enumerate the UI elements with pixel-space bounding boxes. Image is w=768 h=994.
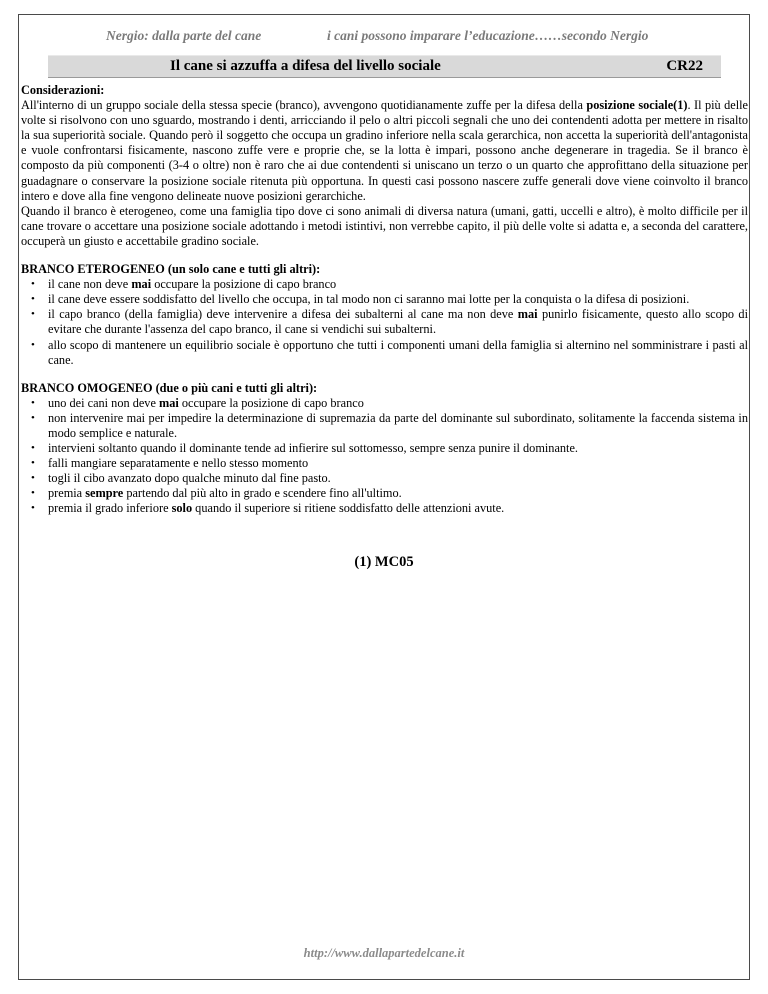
branco-omogeneo-list xyxy=(21,396,748,517)
bullet-icon: • xyxy=(31,457,35,470)
list-item: • allo scopo di mantenere un equilibrio sociale è opportuno che tutti i componenti umani della famiglia si alternino nel somministrare i pasti al cane. xyxy=(31,337,748,367)
considerazioni-paragraph-2: Quando il branco è eterogeneo, come una famiglia tipo dove ci sono animali di diversa natura (umani, gatti, uccelli e altro), è molto difficile per il cane trovare o accettare una posizione sociale adottando i metodi istintivi, non verrebbe capito, il più delle volte si adatta e, a seconda del carattere, occuperà un giusto e accettabile gradino sociale. xyxy=(21,203,748,248)
list-item: • il capo branco (della famiglia) deve intervenire a difesa dei subalterni al cane ma non deve mai punirlo fisicamente, questo allo scopo di evitare che durante l'assenza del capo branco, il cane si vendichi sui subalterni. xyxy=(31,307,748,337)
page-title: Il cane si azzuffa a difesa del livello sociale xyxy=(170,58,441,74)
document-code: CR22 xyxy=(666,58,703,74)
text-run: . Il più delle volte si risolvono con uno sguardo, mostrando i denti, arricciando il pelo o altri piccoli segnali che uno dei contendenti adotta per mettere in risalto la sua superiorità sociale. Quando però il soggetto che occupa un gradino inferiore nella scala gerarchica, non accetta la superiorità dell'antagonista e vuole confrontarsi fisicamente, nascono zuffe vere e proprie che, se la lotta è impari, possono anche degenerare in tragedia. Se il branco è composto da più componenti (3-4 o oltre) non è raro che ai due contendenti si uniscano un terzo o un quarto che approfittano della situazione per guadagnare o conservare la posizione sociale ritenuta più opportuna. In questi casi possono nascere zuffe generali dove viene coinvolto il branco intero e dove alla fine vengono delineate nuove posizioni gerarchiche. xyxy=(21,98,749,203)
list-item: • premia sempre partendo dal più alto in grado e scendere fino all'ultimo. xyxy=(31,486,402,501)
footer-url[interactable]: http://www.dallapartedelcane.it xyxy=(303,946,465,960)
title-bar xyxy=(48,55,721,78)
bullet-icon: • xyxy=(31,396,35,409)
bullet-icon: • xyxy=(31,472,35,485)
footnote-reference: (1) MC05 xyxy=(354,554,414,570)
running-header xyxy=(0,28,768,50)
header-left-text: Nergio: dalla parte del cane xyxy=(106,28,262,43)
bullet-icon: • xyxy=(31,487,35,500)
branco-omogeneo-heading: BRANCO OMOGENEO (due o più cani e tutti gli altri): xyxy=(21,380,318,395)
considerazioni-paragraph-1 xyxy=(21,98,748,204)
bold-text-run: posizione sociale(1) xyxy=(586,98,688,113)
bullet-icon: • xyxy=(31,411,35,424)
list-item: • il cane non deve mai occupare la posizione di capo branco xyxy=(31,277,337,292)
list-item: • falli mangiare separatamente e nello stesso momento xyxy=(31,456,309,471)
list-item: • non intervenire mai per impedire la determinazione di supremazia da parte del dominante sul subordinato, solitamente la faccenda sistema in modo semplice e naturale. xyxy=(31,410,748,440)
branco-eterogeneo-list xyxy=(21,277,748,368)
bullet-icon: • xyxy=(31,293,35,306)
list-item: • il cane deve essere soddisfatto del livello che occupa, in tal modo non ci saranno mai lotte per la conquista o la difesa di posizioni. xyxy=(31,292,690,307)
bullet-icon: • xyxy=(31,442,35,455)
bullet-icon: • xyxy=(31,308,35,321)
list-item: • intervieni soltanto quando il dominante tende ad infierire sul sottomesso, sempre senza punire il dominante. xyxy=(31,441,579,456)
header-right-text: i cani possono imparare l’educazione……secondo Nergio xyxy=(327,28,649,43)
bullet-icon: • xyxy=(31,502,35,515)
document-body xyxy=(21,83,748,517)
considerazioni-heading: Considerazioni: xyxy=(21,83,105,97)
bullet-icon: • xyxy=(31,338,35,351)
list-item: • togli il cibo avanzato dopo qualche minuto dal fine pasto. xyxy=(31,471,331,486)
list-item: • premia il grado inferiore solo quando il superiore si ritiene soddisfatto delle attenzioni avute. xyxy=(31,501,505,516)
bullet-icon: • xyxy=(31,278,35,291)
branco-eterogeneo-heading: BRANCO ETEROGENEO (un solo cane e tutti gli altri): xyxy=(21,262,321,277)
list-item: • uno dei cani non deve mai occupare la posizione di capo branco xyxy=(31,395,364,410)
text-run: All'interno di un gruppo sociale della stessa specie (branco), avvengono quotidianamente zuffe per la difesa della xyxy=(21,98,587,113)
